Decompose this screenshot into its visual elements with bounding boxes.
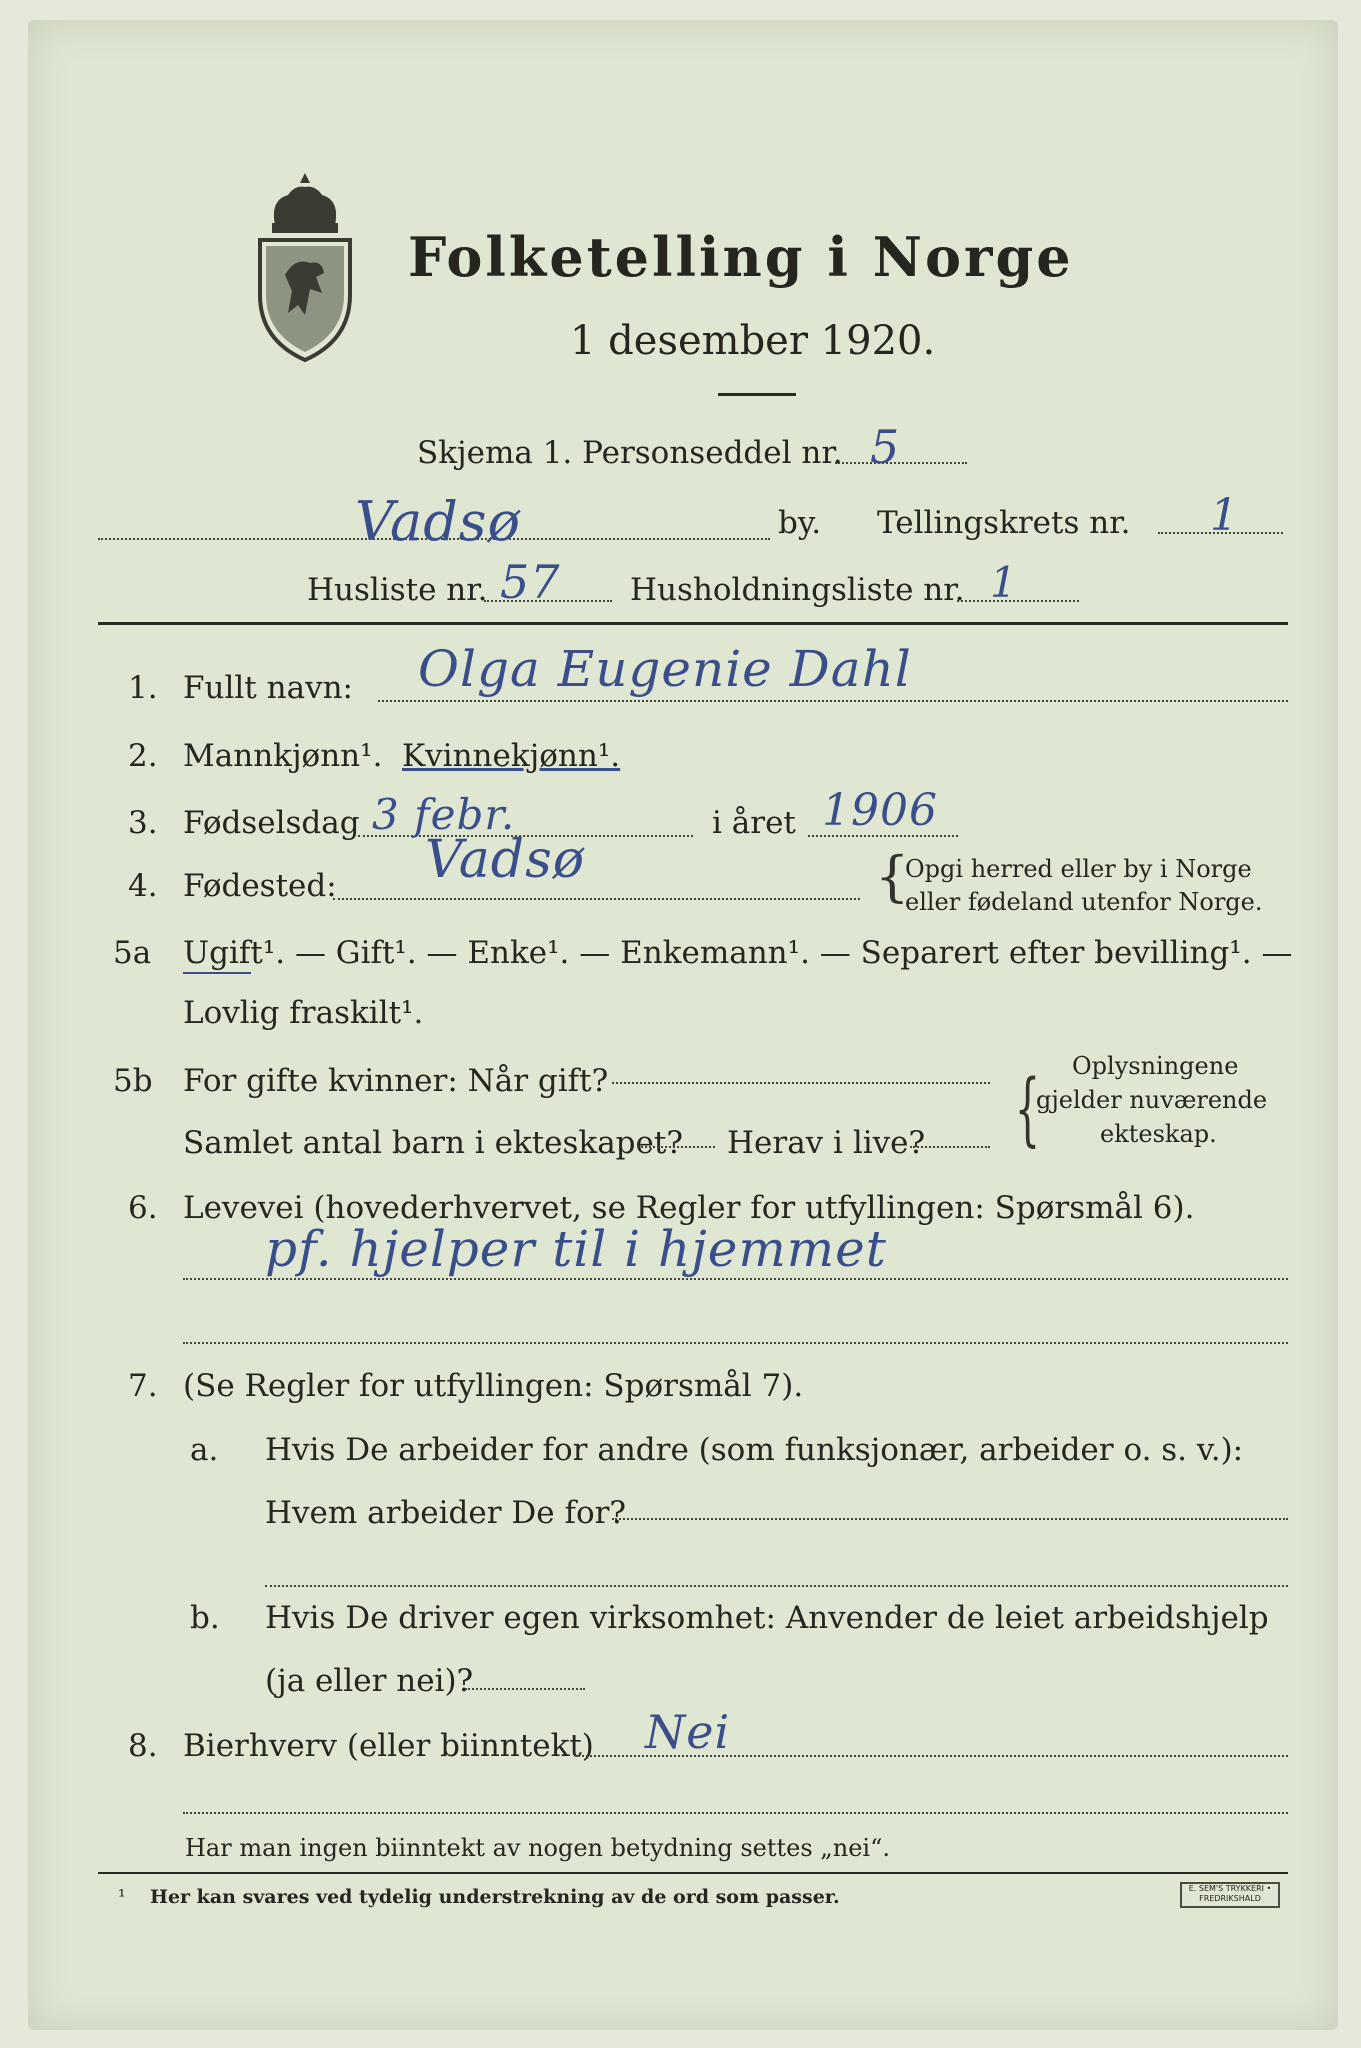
- footer-note: Har man ingen biinntekt av nogen betydning settes „nei“.: [185, 1834, 890, 1862]
- side-income-field-line2[interactable]: [183, 1812, 1288, 1814]
- q7b-question: (ja eller nei)?: [265, 1663, 474, 1699]
- q7a-question: Hvem arbeider De for?: [265, 1495, 627, 1531]
- personseddel-number: 5: [870, 420, 901, 474]
- q7-label: (Se Regler for utfyllingen: Spørsmål 7).: [183, 1368, 804, 1404]
- q4-note-line1: Opgi herred eller by i Norge: [905, 855, 1252, 883]
- employer-field[interactable]: [612, 1518, 1288, 1520]
- tellingskrets-label: Tellingskrets nr.: [877, 505, 1131, 541]
- q4-note-line2: eller fødeland utenfor Norge.: [905, 888, 1263, 916]
- q3-label: Fødselsdag: [183, 805, 360, 841]
- full-name-field[interactable]: [378, 700, 1288, 702]
- q5a-options-line2: Lovlig fraskilt¹.: [183, 995, 424, 1031]
- header-divider: [98, 622, 1288, 625]
- birthplace-field[interactable]: [333, 898, 860, 900]
- footnote-text: Her kan svares ved tydelig understrekning av de ord som passer.: [150, 1886, 840, 1908]
- footnote-divider: [98, 1872, 1288, 1874]
- footnote-mark: ¹: [118, 1886, 126, 1908]
- q4-label: Fødested:: [183, 868, 337, 904]
- q1-number: 1.: [128, 670, 158, 706]
- ugift-underline: [183, 972, 251, 974]
- q5b-label1: For gifte kvinner: Når gift?: [183, 1063, 609, 1099]
- city-name: Vadsø: [355, 490, 522, 553]
- q5b-label3: Herav i live?: [727, 1125, 926, 1161]
- q7b-letter: b.: [190, 1600, 220, 1636]
- personseddel-field[interactable]: [835, 462, 967, 464]
- side-income-answer: Nei: [645, 1705, 731, 1759]
- q5a-number: 5a: [113, 935, 152, 971]
- occupation-field-line1[interactable]: [183, 1278, 1288, 1280]
- husholdningsliste-number: 1: [990, 558, 1018, 607]
- children-alive-field[interactable]: [910, 1146, 990, 1148]
- q5a-options: Ugift¹. — Gift¹. — Enke¹. — Enkemann¹. — Separert efter bevilling¹. —: [183, 935, 1293, 971]
- occupation-answer: pf. hjelper til i hjemmet: [265, 1220, 887, 1278]
- census-date: 1 desember 1920.: [570, 318, 936, 364]
- occupation-field-line2[interactable]: [183, 1342, 1288, 1344]
- full-name-answer: Olga Eugenie Dahl: [418, 640, 912, 698]
- husholdningsliste-field[interactable]: [957, 600, 1079, 602]
- q5b-note-line1: Oplysningene: [1072, 1052, 1239, 1080]
- husholdningsliste-label: Husholdningsliste nr.: [630, 572, 965, 608]
- q2-female-underlined: Kvinnekjønn¹.: [402, 738, 621, 774]
- q5b-note-line3: ekteskap.: [1100, 1120, 1217, 1148]
- q6-label: Levevei (hovederhvervet, se Regler for utfyllingen: Spørsmål 6).: [183, 1190, 1195, 1226]
- coat-of-arms-icon: [250, 165, 360, 365]
- q2-male: Mannkjønn¹.: [183, 738, 383, 774]
- q8-number: 8.: [128, 1728, 158, 1764]
- married-date-field[interactable]: [612, 1082, 990, 1084]
- husliste-label: Husliste nr.: [307, 572, 488, 608]
- q7-number: 7.: [128, 1368, 158, 1404]
- by-label: by.: [778, 505, 822, 541]
- q5b-number: 5b: [113, 1063, 153, 1099]
- q4-number: 4.: [128, 868, 158, 904]
- husliste-number: 57: [500, 555, 561, 609]
- employer-field-line2[interactable]: [265, 1585, 1288, 1587]
- q7a-text: Hvis De arbeider for andre (som funksjonær, arbeider o. s. v.):: [265, 1432, 1244, 1468]
- birthplace-answer: Vadsø: [425, 830, 586, 890]
- q5b-note-brace: {: [1014, 1062, 1041, 1155]
- q7b-text: Hvis De driver egen virksomhet: Anvender de leiet arbeidshjelp: [265, 1600, 1269, 1636]
- year-label: i året: [712, 805, 796, 841]
- birth-year-answer: 1906: [822, 785, 938, 836]
- title-divider: [718, 393, 796, 396]
- q4-note-brace: {: [875, 845, 910, 908]
- printer-stamp: E. SEM'S TRYKKERI • FREDRIKSHALD: [1180, 1882, 1280, 1908]
- q7a-letter: a.: [190, 1432, 219, 1468]
- skjema-label: Skjema 1. Personseddel nr.: [417, 435, 843, 471]
- q6-number: 6.: [128, 1190, 158, 1226]
- q2-number: 2.: [128, 738, 158, 774]
- tellingskrets-number: 1: [1210, 490, 1239, 541]
- children-count-field[interactable]: [637, 1146, 715, 1148]
- birthday-answer: 3 febr.: [372, 790, 516, 839]
- form-title: Folketelling i Norge: [408, 225, 1074, 289]
- hired-help-field[interactable]: [465, 1688, 585, 1690]
- q5b-label2: Samlet antal barn i ekteskapet?: [183, 1125, 683, 1161]
- q3-number: 3.: [128, 805, 158, 841]
- q8-label: Bierhverv (eller biinntekt): [183, 1728, 594, 1764]
- q1-label: Fullt navn:: [183, 670, 353, 706]
- q5b-note-line2: gjelder nuværende: [1036, 1086, 1268, 1114]
